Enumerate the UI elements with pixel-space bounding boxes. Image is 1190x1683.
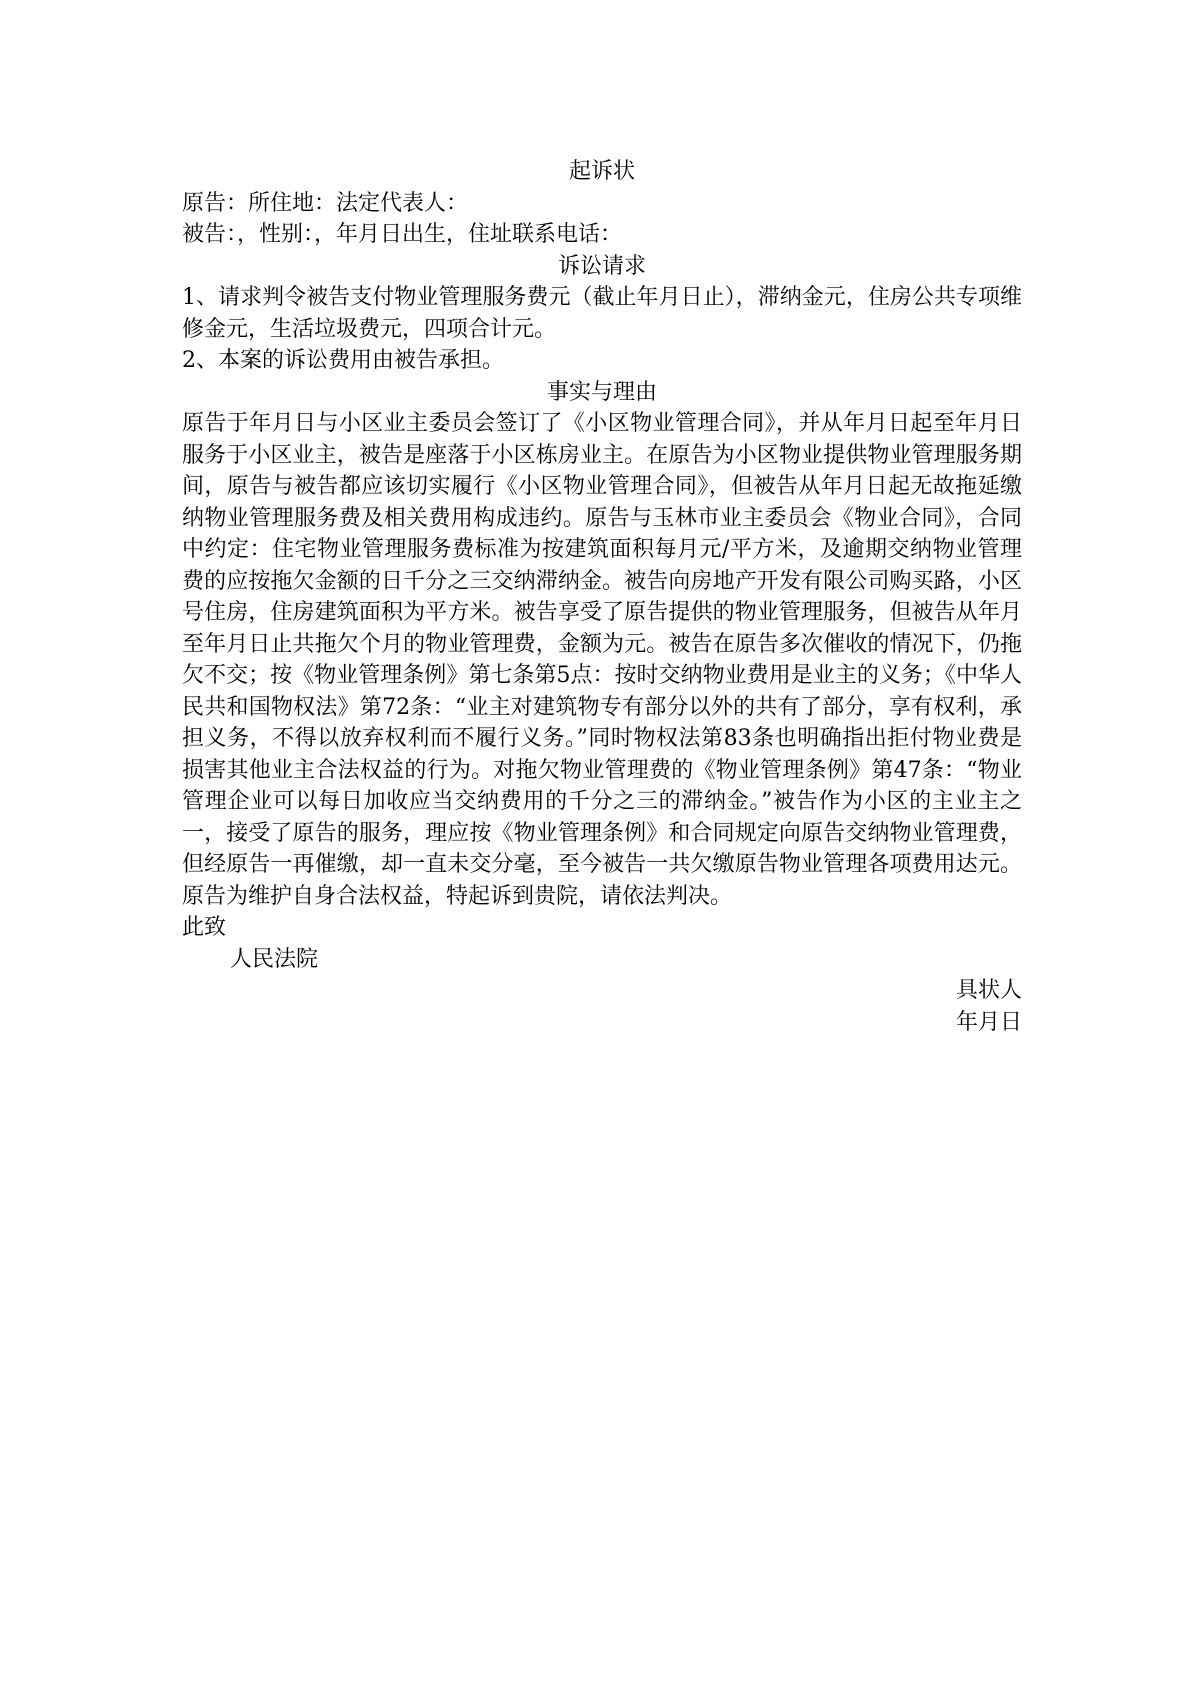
- closing-salutation: 此致: [182, 915, 227, 940]
- signer-label: 具状人: [955, 978, 1022, 1003]
- claim-item-1: 1、请求判令被告支付物业管理服务费元（截止年月日止），滞纳金元，住房公共专项维修金元，生活垃圾费元，四项合计元。: [182, 285, 1022, 342]
- claims-heading: 诉讼请求: [557, 253, 646, 279]
- signature-date: 年月日: [955, 1009, 1022, 1035]
- document-title: 起诉状: [568, 159, 635, 184]
- court-addressee: 人民法院: [230, 946, 319, 972]
- complaint-document: [182, 156, 1022, 1038]
- facts-heading: 事实与理由: [546, 379, 657, 405]
- plaintiff-line: 原告：所住地：法定代表人：: [182, 190, 469, 216]
- defendant-line: 被告：，性别：，年月日出生，住址联系电话：: [182, 222, 623, 247]
- claim-item-2: 2、本案的诉讼费用由被告承担。: [182, 348, 504, 373]
- facts-body: 原告于年月日与小区业主委员会签订了《小区物业管理合同》，并从年月日起至年月日服务于小区业主，被告是座落于小区栋房业主。在原告为小区物业提供物业管理服务期间，原告与被告都应该切实履行《小区物业管理合同》，但被告从年月日起无故拖延缴纳物业管理服务费及相关费用构成违约。原告与玉林市业主委员会《物业合同》，合同中约定：住宅物业管理服务费标准为按建筑面积每月元/平方米，及逾期交纳物业管理费的应按拖欠金额的日千分之三交纳滞纳金。被告向房地产开发有限公司购买路，小区号住房，住房建筑面积为平方米。被告享受了原告提供的物业管理服务，但被告从年月至年月日止共拖欠个月的物业管理费，金额为元。被告在原告多次催收的情况下，仍拖欠不交；按《物业管理条例》第七条第5点：按时交纳物业费用是业主的义务；《中华人民共和国物权法》第72条：“业主对建筑物专有部分以外的共有了部分，享有权利，承担义务，不得以放弃权利而不履行义务。”同时物权法第83条也明确指出拒付物业费是损害其他业主合法权益的行为。对拖欠物业管理费的《物业管理条例》第47条：“物业管理企业可以每日加收应当交纳费用的千分之三的滞纳金。”被告作为小区的主业主之一，接受了原告的服务，理应按《物业管理条例》和合同规定向原告交纳物业管理费，但经原告一再催缴，却一直未交分毫，至今被告一共欠缴原告物业管理各项费用达元。原告为维护自身合法权益，特起诉到贵院，请依法判决。: [182, 411, 1022, 909]
